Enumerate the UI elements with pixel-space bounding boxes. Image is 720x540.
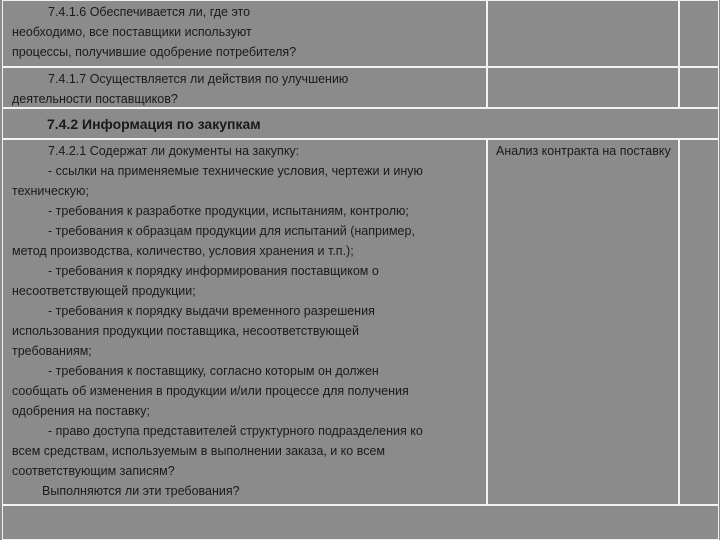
- question-text-line: деятельности поставщиков?: [12, 92, 178, 106]
- question-text-line: - требования к поставщику, согласно которым он должен: [48, 364, 379, 378]
- question-text-line: сообщать об изменения в продукции и/или процессе для получения: [12, 384, 409, 398]
- question-7-4-2-1: [2, 139, 487, 505]
- question-text-line: использования продукции поставщика, несоответствующей: [12, 324, 359, 338]
- question-text-line: - ссылки на применяемые технические условия, чертежи и иную: [48, 164, 423, 178]
- section-heading: 7.4.2 Информация по закупкам: [2, 108, 719, 139]
- question-text-line: - требования к разработке продукции, испытаниям, контролю;: [48, 204, 409, 218]
- question-7-4-1-7: [2, 67, 487, 108]
- question-text-line: - требования к порядку информирования поставщиком о: [48, 264, 379, 278]
- question-text-line: соответствующим записям?: [12, 464, 175, 478]
- question-text-line: необходимо, все поставщики используют: [12, 25, 252, 39]
- empty-row: [2, 505, 719, 540]
- question-text-line: - требования к образцам продукции для испытаний (например,: [48, 224, 415, 238]
- question-text-line: одобрения на поставку;: [12, 404, 150, 418]
- question-text-line: Выполняются ли эти требования?: [42, 484, 240, 498]
- question-text-line: 7.4.1.6 Обеспечивается ли, где это: [48, 5, 251, 19]
- question-text-line: - требования к порядку выдачи временного разрешения: [48, 304, 375, 318]
- question-text-line: метод производства, количество, условия хранения и т.п.);: [12, 244, 354, 258]
- question-text-line: 7.4.2.1 Содержат ли документы на закупку:: [48, 144, 300, 158]
- question-text-line: требованиям;: [12, 344, 92, 358]
- question-text-line: 7.4.1.7 Осуществляется ли действия по улучшению: [48, 72, 349, 86]
- question-text-line: - право доступа представителей структурного подразделения ко: [48, 424, 423, 438]
- question-text-line: несоответствующей продукции;: [12, 284, 196, 298]
- result-cell: [679, 0, 719, 67]
- method-cell: Анализ контракта на поставку: [487, 139, 679, 505]
- question-7-4-1-6: [2, 0, 487, 67]
- question-text-line: всем средствам, используемым в выполнении заказа, и ко всем: [12, 444, 386, 458]
- method-cell: [487, 0, 679, 67]
- question-text-line: процессы, получившие одобрение потребителя?: [12, 45, 297, 59]
- method-cell: [487, 67, 679, 108]
- result-cell: [679, 139, 719, 505]
- question-text-line: техническую;: [12, 184, 89, 198]
- result-cell: [679, 67, 719, 108]
